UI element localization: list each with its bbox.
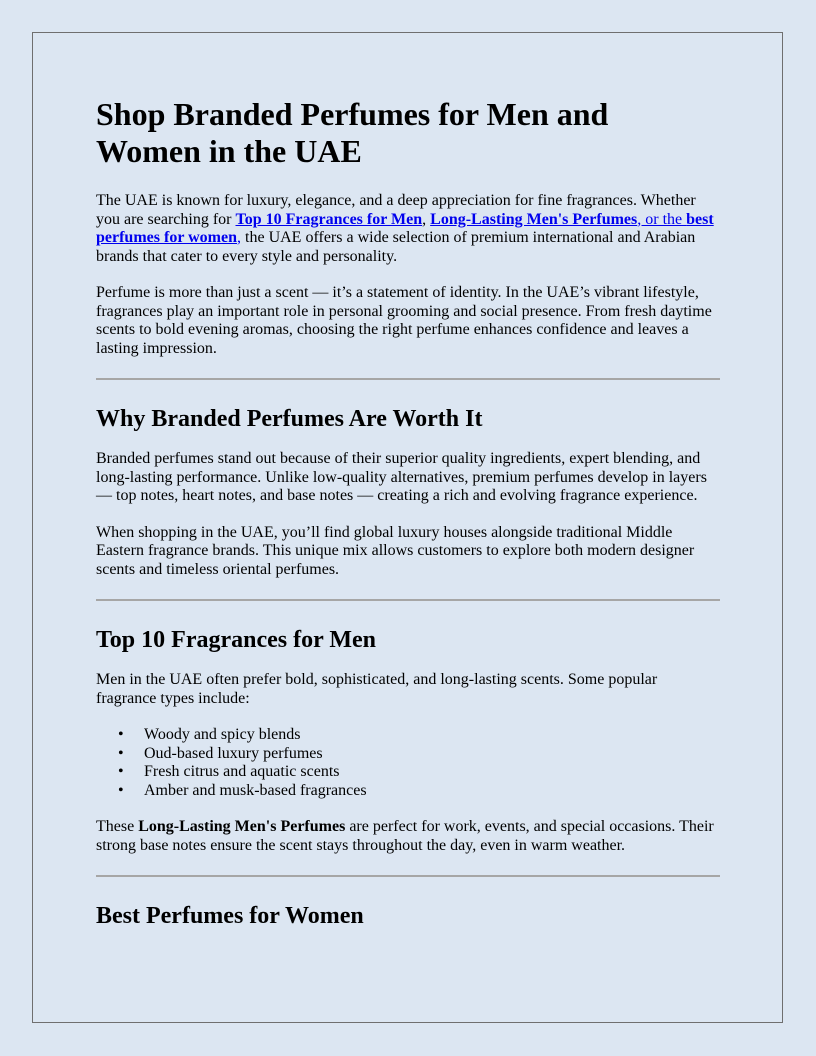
section-divider: [96, 875, 720, 877]
link-separator-3[interactable]: ,: [237, 229, 242, 246]
fragrance-types-list: [96, 726, 720, 800]
p2-bold-text: Long-Lasting Men's Perfumes: [138, 818, 346, 835]
intro-separator-1: ,: [422, 210, 431, 228]
section-heading-why-branded: Why Branded Perfumes Are Worth It: [96, 406, 483, 432]
top-10-men-paragraph-1: Men in the UAE often prefer bold, sophisticated, and long-lasting scents. Some popular fragrance types include:: [96, 671, 658, 707]
link-long-lasting-mens-perfumes[interactable]: Long-Lasting Men's Perfumes: [430, 210, 638, 228]
list-item: [118, 781, 720, 801]
link-best-perfumes-for-women[interactable]: best perfumes for women: [96, 210, 714, 246]
section-heading-top-10-men: Top 10 Fragrances for Men: [96, 627, 376, 653]
bullet-icon: •: [118, 726, 124, 743]
section-divider: [96, 378, 720, 380]
list-item-text: Woody and spicy blends: [144, 726, 301, 743]
bullet-icon: •: [118, 781, 124, 799]
list-item: [118, 763, 720, 782]
list-item-text: Fresh citrus and aquatic scents: [144, 763, 340, 780]
link-top-10-fragrances-for-men[interactable]: Top 10 Fragrances for Men: [235, 210, 423, 228]
intro-text-1: The UAE is known for luxury, elegance, and a deep appreciation for fine fragrances. Whether you are searching for: [96, 192, 696, 228]
why-branded-paragraph-1: Branded perfumes stand out because of their superior quality ingredients, expert blending, and long-lasting performance. Unlike low-quality alternatives, premium perfumes develop in layers — top notes, heart notes, and base notes — creating a rich and evolving fragrance experience.: [96, 450, 707, 504]
bullet-icon: •: [118, 744, 124, 762]
list-item: [118, 726, 720, 745]
identity-paragraph: Perfume is more than just a scent — it’s a statement of identity. In the UAE’s vibrant lifestyle, fragrances play an important role in personal grooming and social presence. From fresh daytime scents to bold evening aromas, choosing the right perfume enhances confidence and leaves a lasting impression.: [96, 284, 712, 357]
section-heading-best-women: Best Perfumes for Women: [96, 903, 364, 929]
document-content: [96, 96, 720, 947]
section-divider: [96, 599, 720, 601]
list-item: [118, 744, 720, 764]
p2-pre-text: These: [96, 818, 139, 835]
intro-paragraph: [96, 192, 720, 266]
why-branded-paragraph-2: When shopping in the UAE, you’ll find global luxury houses alongside traditional Middle Eastern fragrance brands. This unique mix allows customers to explore both modern designer scents and timeless oriental perfumes.: [96, 523, 695, 578]
document-title: Shop Branded Perfumes for Men and Women in the UAE: [96, 96, 609, 169]
link-separator-2[interactable]: , or the: [637, 210, 687, 228]
list-item-text: Oud-based luxury perfumes: [144, 744, 323, 762]
intro-text-2: the UAE offers a wide selection of premium international and Arabian brands that cater to every style and personality.: [96, 229, 696, 265]
top-10-men-paragraph-2: [96, 818, 720, 855]
p2-post-text: are perfect for work, events, and special occasions. Their strong base notes ensure the scent stays throughout the day, even in warm weather.: [96, 818, 714, 854]
bullet-icon: •: [118, 763, 124, 780]
list-item-text: Amber and musk-based fragrances: [144, 781, 367, 799]
